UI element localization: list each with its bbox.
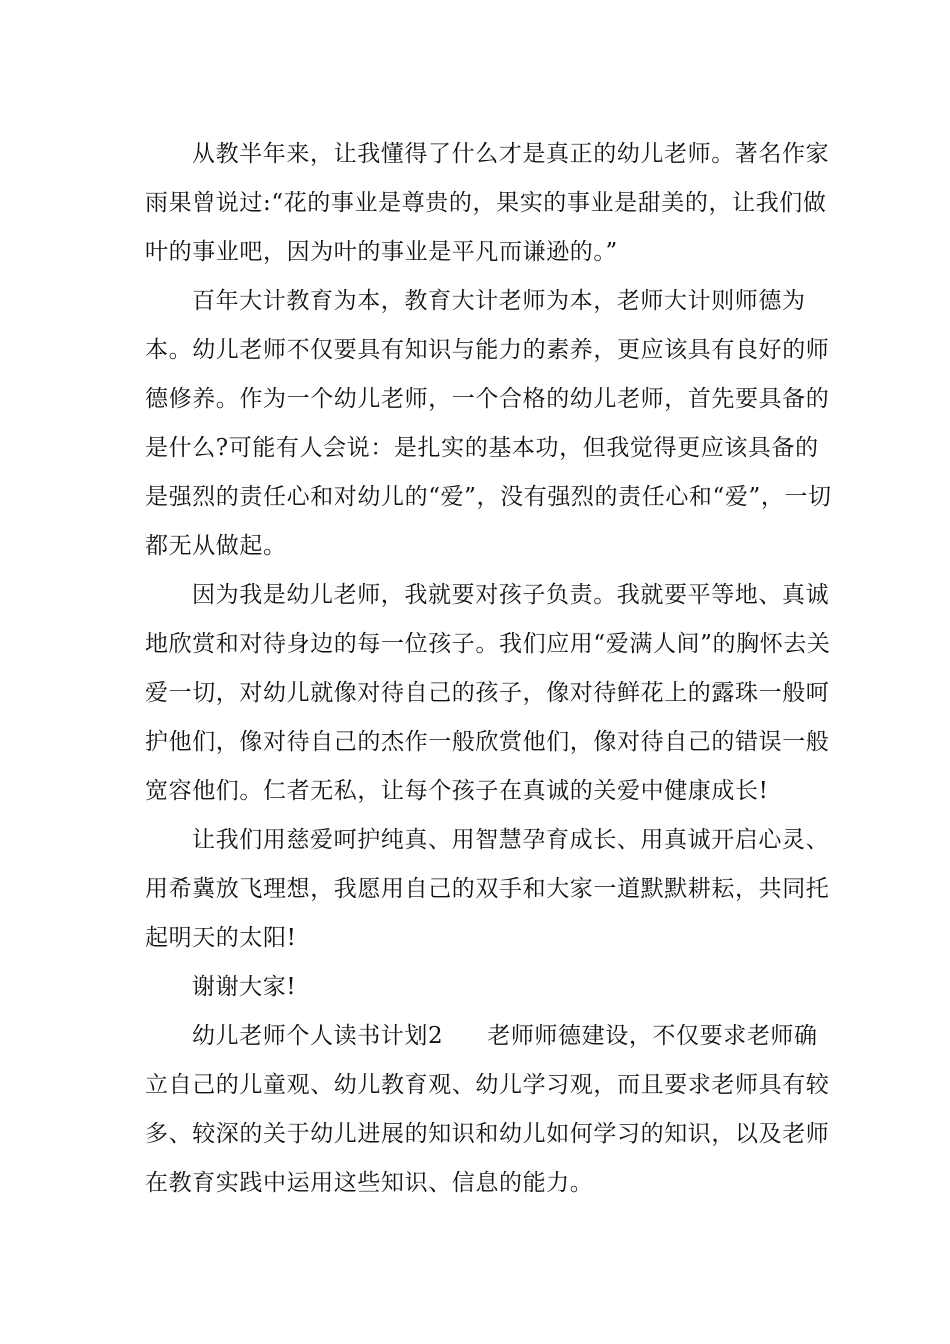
paragraph-4-text: 让我们用慈爱呵护纯真、用智慧孕育成长、用真诚开启心灵、用希冀放飞理想，我愿用自己的双手和大家一道默默耕耘，共同托起明天的太阳!: [145, 827, 830, 951]
document-body: [145, 130, 835, 1208]
paragraph-1: [145, 130, 835, 277]
paragraph-6: [145, 1012, 835, 1208]
paragraph-3: [145, 571, 835, 816]
section-heading: 幼儿老师个人读书计划2: [192, 1023, 444, 1049]
paragraph-1-text: 从教半年来，让我懂得了什么才是真正的幼儿老师。著名作家雨果曾说过:“花的事业是尊贵的，果实的事业是甜美的，让我们做叶的事业吧，因为叶的事业是平凡而谦逊的。”: [145, 141, 830, 265]
paragraph-5-text: 谢谢大家!: [192, 974, 297, 1000]
paragraph-5: [145, 963, 835, 1012]
paragraph-2: [145, 277, 835, 571]
paragraph-2-text: 百年大计教育为本，教育大计老师为本，老师大计则师德为本。幼儿老师不仅要具有知识与能力的素养，更应该具有良好的师德修养。作为一个幼儿老师，一个合格的幼儿老师，首先要具备的是什么?可能有人会说：是扎实的基本功，但我觉得更应该具备的是强烈的责任心和对幼儿的“爱”，没有强烈的责任心和“爱”，一切都无从做起。: [145, 288, 832, 559]
paragraph-3-text: 因为我是幼儿老师，我就要对孩子负责。我就要平等地、真诚地欣赏和对待身边的每一位孩子。我们应用“爱满人间”的胸怀去关爱一切，对幼儿就像对待自己的孩子，像对待鲜花上的露珠一般呵护他们，像对待自己的杰作一般欣赏他们，像对待自己的错误一般宽容他们。仁者无私，让每个孩子在真诚的关爱中健康成长!: [145, 582, 831, 804]
paragraph-6-text: 老师师德建设，不仅要求老师确立自己的儿童观、幼儿教育观、幼儿学习观，而且要求老师具有较多、较深的关于幼儿进展的知识和幼儿如何学习的知识，以及老师在教育实践中运用这些知识、信息的能力。: [145, 1023, 830, 1196]
paragraph-4: [145, 816, 835, 963]
